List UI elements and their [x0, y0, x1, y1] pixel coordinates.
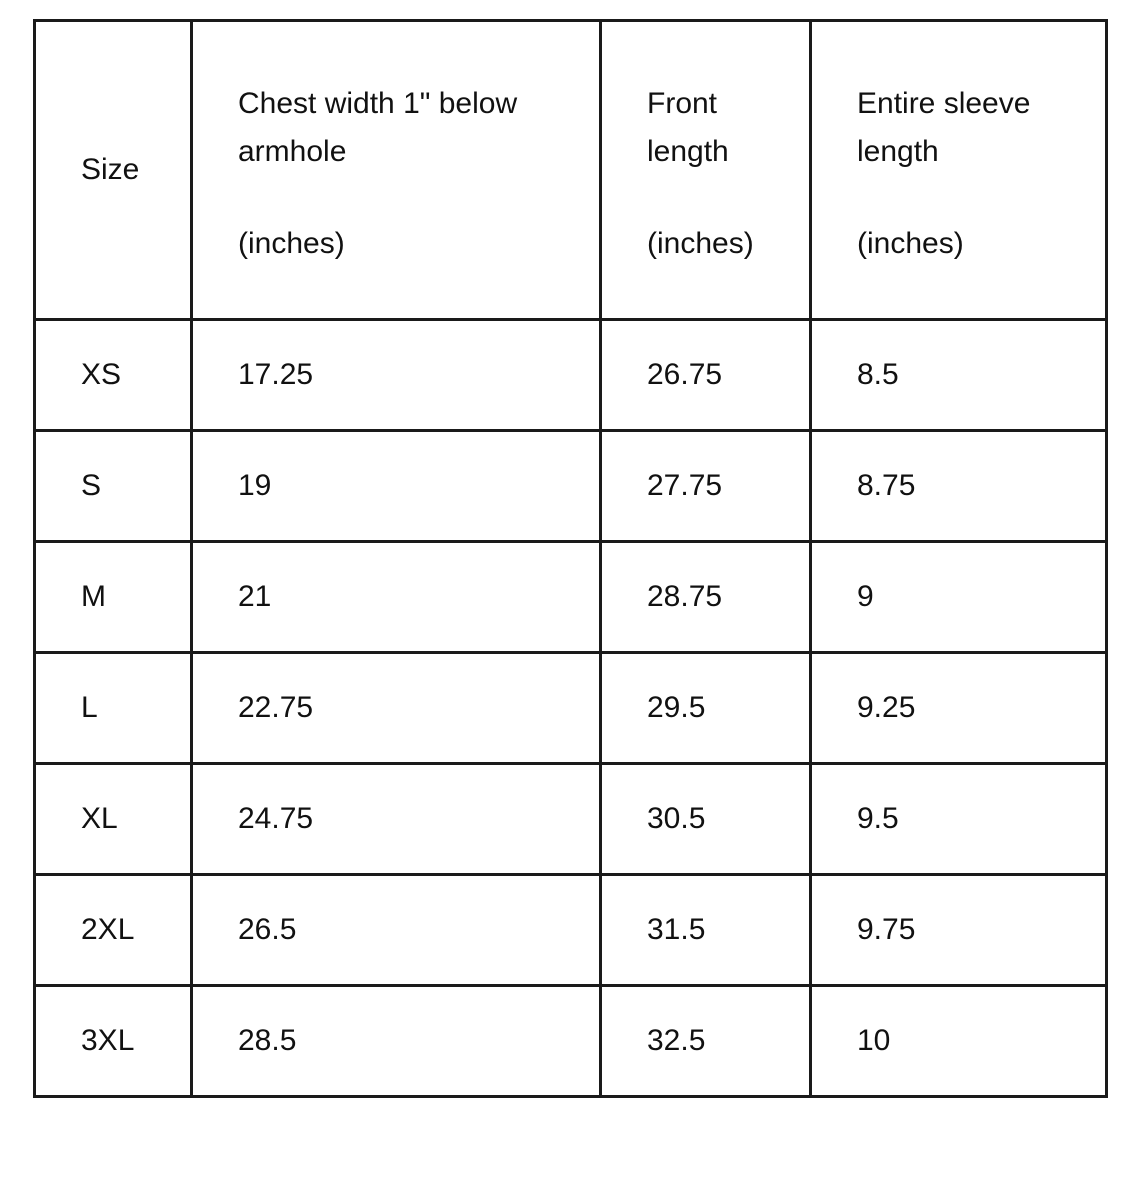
cell-front: 31.5 — [601, 875, 811, 986]
cell-chest: 21 — [192, 542, 601, 653]
cell-chest: 26.5 — [192, 875, 601, 986]
cell-chest: 19 — [192, 431, 601, 542]
header-chest-unit: (inches) — [238, 227, 345, 260]
header-sleeve-line2: length — [857, 135, 939, 168]
cell-size: S — [35, 431, 192, 542]
cell-front: 30.5 — [601, 764, 811, 875]
cell-chest: 22.75 — [192, 653, 601, 764]
cell-size: XS — [35, 320, 192, 431]
header-chest-width — [192, 21, 601, 320]
table-row-s — [35, 431, 1107, 542]
cell-size: 3XL — [35, 986, 192, 1097]
header-sleeve-length — [811, 21, 1107, 320]
header-size — [35, 21, 192, 320]
cell-sleeve: 8.75 — [811, 431, 1107, 542]
header-size-label: Size — [81, 153, 140, 186]
header-front-line2: length — [647, 135, 729, 168]
cell-front: 27.75 — [601, 431, 811, 542]
table-row-xl — [35, 764, 1107, 875]
table-row-3xl — [35, 986, 1107, 1097]
cell-sleeve: 8.5 — [811, 320, 1107, 431]
cell-size: L — [35, 653, 192, 764]
cell-sleeve: 10 — [811, 986, 1107, 1097]
cell-front: 28.75 — [601, 542, 811, 653]
cell-sleeve: 9 — [811, 542, 1107, 653]
header-front-length — [601, 21, 811, 320]
cell-size: 2XL — [35, 875, 192, 986]
header-chest-line2: armhole — [238, 135, 347, 168]
cell-chest: 24.75 — [192, 764, 601, 875]
cell-sleeve: 9.75 — [811, 875, 1107, 986]
header-sleeve-line1: Entire sleeve — [857, 87, 1031, 120]
table-row-2xl — [35, 875, 1107, 986]
header-front-line1: Front — [647, 87, 718, 120]
cell-sleeve: 9.5 — [811, 764, 1107, 875]
header-sleeve-unit: (inches) — [857, 227, 964, 260]
table-row-xs — [35, 320, 1107, 431]
header-front-unit: (inches) — [647, 227, 754, 260]
table-row-l — [35, 653, 1107, 764]
table-row-m — [35, 542, 1107, 653]
cell-front: 29.5 — [601, 653, 811, 764]
cell-front: 26.75 — [601, 320, 811, 431]
cell-size: M — [35, 542, 192, 653]
size-chart-body — [35, 21, 1107, 1097]
cell-sleeve: 9.25 — [811, 653, 1107, 764]
header-chest-line1: Chest width 1" below — [238, 87, 518, 120]
header-row — [35, 21, 1107, 320]
cell-chest: 28.5 — [192, 986, 601, 1097]
size-chart-table — [33, 19, 1108, 1098]
cell-front: 32.5 — [601, 986, 811, 1097]
cell-chest: 17.25 — [192, 320, 601, 431]
cell-size: XL — [35, 764, 192, 875]
